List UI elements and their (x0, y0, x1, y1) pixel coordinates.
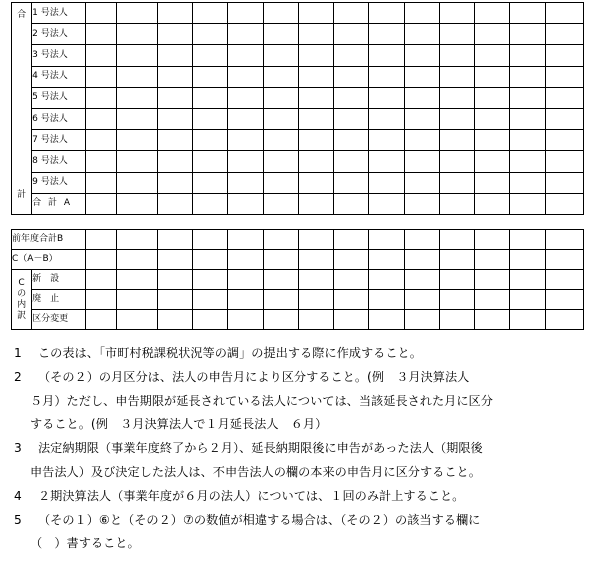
entry-cell (193, 270, 228, 290)
entry-cell (193, 66, 228, 87)
entry-cell (475, 45, 510, 66)
entry-cell (193, 130, 228, 151)
entry-cell (510, 193, 545, 214)
entry-cell (404, 130, 439, 151)
row-label: 5 号法人 (32, 87, 85, 108)
entry-cell (369, 108, 404, 129)
entry-cell (116, 66, 157, 87)
entry-cell (545, 151, 583, 172)
entry-cell (298, 130, 333, 151)
entry-cell (157, 66, 192, 87)
entry-cell (85, 230, 116, 250)
entry-cell (263, 24, 298, 45)
entry-cell (116, 270, 157, 290)
row-label: 3 号法人 (32, 45, 85, 66)
entry-cell (263, 130, 298, 151)
side-label-bottom: 計 (17, 189, 27, 200)
entry-cell (116, 87, 157, 108)
entry-cell (545, 250, 583, 270)
entry-cell (263, 87, 298, 108)
row-label: 6 号法人 (32, 108, 85, 129)
entry-cell (228, 270, 263, 290)
entry-cell (439, 3, 474, 24)
entry-cell (510, 250, 545, 270)
entry-cell (228, 172, 263, 193)
entry-cell (475, 193, 510, 214)
entry-cell (228, 130, 263, 151)
entry-cell (510, 230, 545, 250)
prev-year-total-label: 前年度合計B (12, 230, 86, 250)
table-row (12, 172, 584, 193)
total-side-label (12, 3, 32, 215)
entry-cell (85, 270, 116, 290)
side-char: 訳 (17, 310, 27, 321)
comparison-table (11, 229, 584, 330)
entry-cell (404, 87, 439, 108)
row-label: 2 号法人 (32, 24, 85, 45)
entry-cell (369, 230, 404, 250)
entry-cell (85, 87, 116, 108)
entry-cell (193, 151, 228, 172)
table-row (12, 250, 584, 270)
entry-cell (228, 108, 263, 129)
entry-cell (510, 87, 545, 108)
entry-cell (157, 24, 192, 45)
entry-cell (334, 24, 369, 45)
entry-cell (298, 270, 333, 290)
entry-cell (369, 172, 404, 193)
entry-cell (85, 290, 116, 310)
entry-cell (475, 108, 510, 129)
entry-cell (439, 230, 474, 250)
entry-cell (116, 151, 157, 172)
entry-cell (545, 108, 583, 129)
entry-cell (404, 108, 439, 129)
entry-cell (404, 151, 439, 172)
entry-cell (334, 270, 369, 290)
entry-cell (157, 310, 192, 330)
entry-cell (475, 290, 510, 310)
breakdown-row-label: 廃 止 (32, 290, 85, 310)
entry-cell (263, 270, 298, 290)
entry-cell (298, 3, 333, 24)
row-label: 4 号法人 (32, 66, 85, 87)
entry-cell (85, 24, 116, 45)
entry-cell (369, 270, 404, 290)
entry-cell (157, 193, 192, 214)
entry-cell (85, 151, 116, 172)
entry-cell (228, 66, 263, 87)
entry-cell (404, 290, 439, 310)
entry-cell (334, 3, 369, 24)
entry-cell (263, 172, 298, 193)
table-row (12, 3, 584, 24)
entry-cell (116, 130, 157, 151)
entry-cell (263, 66, 298, 87)
entry-cell (85, 45, 116, 66)
breakdown-row-label: 新 設 (32, 270, 85, 290)
table-row (12, 24, 584, 45)
entry-cell (298, 45, 333, 66)
entry-cell (157, 151, 192, 172)
entry-cell (369, 3, 404, 24)
row-label: 7 号法人 (32, 130, 85, 151)
entry-cell (334, 45, 369, 66)
entry-cell (85, 310, 116, 330)
entry-cell (439, 108, 474, 129)
entry-cell (193, 230, 228, 250)
entry-cell (298, 230, 333, 250)
entry-cell (369, 151, 404, 172)
entry-cell (157, 250, 192, 270)
entry-cell (334, 108, 369, 129)
note-5: 5 （その１）⑥と（その２）⑦の数値が相違する場合は、（その２）の該当する欄に (14, 512, 481, 527)
entry-cell (228, 193, 263, 214)
entry-cell (439, 66, 474, 87)
entry-cell (228, 24, 263, 45)
entry-cell (369, 24, 404, 45)
entry-cell (334, 151, 369, 172)
entry-cell (510, 3, 545, 24)
entry-cell (545, 66, 583, 87)
notes-section (14, 342, 589, 556)
entry-cell (510, 66, 545, 87)
entry-cell (545, 230, 583, 250)
table-row (12, 66, 584, 87)
entry-cell (193, 87, 228, 108)
entry-cell (157, 108, 192, 129)
entry-cell (404, 24, 439, 45)
entry-cell (404, 3, 439, 24)
entry-cell (193, 3, 228, 24)
entry-cell (228, 3, 263, 24)
entry-cell (439, 24, 474, 45)
entry-cell (334, 193, 369, 214)
entry-cell (369, 130, 404, 151)
entry-cell (334, 290, 369, 310)
entry-cell (545, 193, 583, 214)
entry-cell (157, 290, 192, 310)
entry-cell (510, 24, 545, 45)
row-label: 1 号法人 (32, 3, 85, 24)
entry-cell (193, 250, 228, 270)
note-4: 4 ２期決算法人（事業年度が６月の法人）については、１回のみ計上すること。 (14, 488, 465, 503)
entry-cell (439, 130, 474, 151)
entry-cell (228, 230, 263, 250)
entry-cell (85, 172, 116, 193)
entry-cell (334, 250, 369, 270)
entry-cell (116, 290, 157, 310)
entry-cell (404, 193, 439, 214)
entry-cell (545, 24, 583, 45)
entry-cell (298, 87, 333, 108)
table-row (12, 270, 584, 290)
table-row (12, 87, 584, 108)
side-char: C (18, 277, 25, 288)
difference-label: C（A－B） (12, 250, 86, 270)
entry-cell (116, 250, 157, 270)
entry-cell (369, 310, 404, 330)
entry-cell (475, 3, 510, 24)
table-row (12, 108, 584, 129)
entry-cell (85, 3, 116, 24)
entry-cell (404, 250, 439, 270)
entry-cell (157, 3, 192, 24)
entry-cell (116, 45, 157, 66)
entry-cell (475, 310, 510, 330)
entry-cell (510, 270, 545, 290)
entry-cell (298, 193, 333, 214)
entry-cell (545, 172, 583, 193)
entry-cell (545, 3, 583, 24)
entry-cell (475, 270, 510, 290)
table-row (12, 151, 584, 172)
entry-cell (369, 193, 404, 214)
entry-cell (157, 270, 192, 290)
entry-cell (510, 290, 545, 310)
entry-cell (369, 250, 404, 270)
entry-cell (404, 270, 439, 290)
entry-cell (193, 172, 228, 193)
table-row (12, 45, 584, 66)
entry-cell (439, 270, 474, 290)
entry-cell (116, 230, 157, 250)
entry-cell (116, 3, 157, 24)
entry-cell (404, 66, 439, 87)
entry-cell (298, 172, 333, 193)
corporation-count-table (11, 2, 584, 215)
entry-cell (193, 24, 228, 45)
entry-cell (439, 151, 474, 172)
entry-cell (85, 66, 116, 87)
entry-cell (193, 193, 228, 214)
entry-cell (263, 193, 298, 214)
entry-cell (228, 290, 263, 310)
entry-cell (475, 151, 510, 172)
entry-cell (545, 87, 583, 108)
entry-cell (85, 130, 116, 151)
entry-cell (334, 310, 369, 330)
entry-cell (263, 250, 298, 270)
entry-cell (298, 108, 333, 129)
entry-cell (228, 87, 263, 108)
entry-cell (475, 172, 510, 193)
entry-cell (116, 24, 157, 45)
entry-cell (439, 172, 474, 193)
entry-cell (228, 151, 263, 172)
entry-cell (85, 193, 116, 214)
entry-cell (116, 310, 157, 330)
entry-cell (85, 250, 116, 270)
entry-cell (157, 45, 192, 66)
note-3: 3 法定納期限（事業年度終了から２月）、延長納期限後に申告があった法人（期限後 (14, 441, 483, 456)
entry-cell (404, 172, 439, 193)
entry-cell (510, 310, 545, 330)
entry-cell (228, 250, 263, 270)
entry-cell (228, 310, 263, 330)
entry-cell (475, 24, 510, 45)
entry-cell (475, 230, 510, 250)
note-3-continued: 申告法人）及び決定した法人は、不申告法人の欄の本来の申告月に区分すること。 (30, 464, 481, 479)
entry-cell (510, 172, 545, 193)
entry-cell (545, 270, 583, 290)
entry-cell (334, 66, 369, 87)
entry-cell (263, 108, 298, 129)
entry-cell (157, 172, 192, 193)
note-2-continued: ５月）ただし、申告期限が延長されている法人については、当該延長された月に区分 (30, 393, 493, 408)
entry-cell (263, 230, 298, 250)
entry-cell (439, 310, 474, 330)
note-5-continued: （ ）書すること。 (30, 536, 140, 551)
entry-cell (85, 108, 116, 129)
entry-cell (228, 45, 263, 66)
entry-cell (157, 130, 192, 151)
entry-cell (263, 151, 298, 172)
entry-cell (404, 45, 439, 66)
entry-cell (193, 45, 228, 66)
entry-cell (369, 45, 404, 66)
entry-cell (510, 130, 545, 151)
note-2-continued: すること。(例 ３月決算法人で１月延長法人 ６月） (30, 417, 328, 432)
entry-cell (369, 66, 404, 87)
entry-cell (475, 87, 510, 108)
table-row (12, 290, 584, 310)
entry-cell (545, 45, 583, 66)
entry-cell (157, 230, 192, 250)
entry-cell (545, 130, 583, 151)
table-row (12, 130, 584, 151)
entry-cell (298, 290, 333, 310)
entry-cell (334, 172, 369, 193)
entry-cell (369, 290, 404, 310)
entry-cell (334, 87, 369, 108)
entry-cell (263, 290, 298, 310)
entry-cell (298, 310, 333, 330)
entry-cell (334, 230, 369, 250)
entry-cell (475, 130, 510, 151)
entry-cell (439, 193, 474, 214)
breakdown-side-label (12, 270, 32, 330)
entry-cell (193, 108, 228, 129)
entry-cell (298, 151, 333, 172)
entry-cell (157, 87, 192, 108)
row-label: 9 号法人 (32, 172, 85, 193)
entry-cell (298, 24, 333, 45)
note-1: 1 この表は、「市町村税課税状況等の調」の提出する際に作成すること。 (14, 346, 422, 360)
entry-cell (404, 310, 439, 330)
entry-cell (545, 290, 583, 310)
entry-cell (193, 310, 228, 330)
entry-cell (510, 108, 545, 129)
table-row (12, 310, 584, 330)
entry-cell (439, 87, 474, 108)
row-label: 8 号法人 (32, 151, 85, 172)
side-char: の (17, 288, 27, 299)
entry-cell (439, 250, 474, 270)
entry-cell (193, 290, 228, 310)
breakdown-row-label: 区分変更 (32, 310, 85, 330)
table-row (12, 193, 584, 214)
side-label-top: 合 (17, 10, 27, 20)
entry-cell (439, 290, 474, 310)
entry-cell (116, 172, 157, 193)
entry-cell (116, 108, 157, 129)
note-2: 2 （その２）の月区分は、法人の申告月により区分すること。(例 ３月決算法人 (14, 369, 470, 384)
entry-cell (439, 45, 474, 66)
total-row-label: 合 計 A (32, 193, 85, 214)
entry-cell (263, 45, 298, 66)
side-char: 内 (17, 299, 27, 310)
entry-cell (545, 310, 583, 330)
entry-cell (510, 45, 545, 66)
entry-cell (369, 87, 404, 108)
entry-cell (510, 151, 545, 172)
entry-cell (475, 250, 510, 270)
entry-cell (334, 130, 369, 151)
entry-cell (298, 66, 333, 87)
entry-cell (263, 3, 298, 24)
entry-cell (298, 250, 333, 270)
entry-cell (116, 193, 157, 214)
entry-cell (475, 66, 510, 87)
entry-cell (404, 230, 439, 250)
entry-cell (263, 310, 298, 330)
table-row (12, 230, 584, 250)
